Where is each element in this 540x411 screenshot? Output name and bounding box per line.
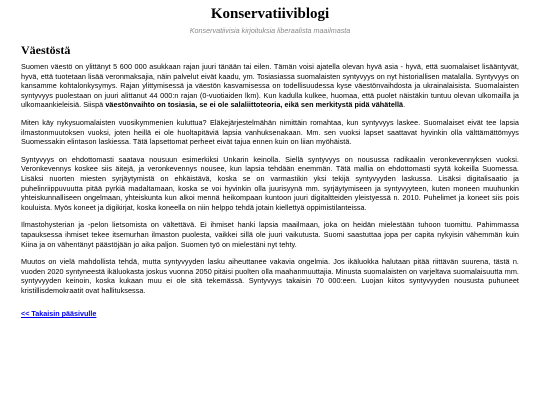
site-tagline: Konservatiivisia kirjoituksia liberaalista maailmasta [189, 26, 351, 35]
paragraph-4: Ilmastohysterian ja -pelon lietsomista on vältettävä. Ei ihmiset hanki lapsia maailmaan, joka on heidän mielestään tuhoon tuomittu. Pahimmassa tapauksessa ihmiset tekee itsemurhan ilmaston puolesta, vaikkei sillä ole juuri vaikutusta. Suomi saastuttaa jopa per capita nykyisin vähemmän kuin Kiina ja on vähentänyt päästöjään jo aika paljon. Suomen työ on mielestäni nyt tehty. [21, 220, 519, 249]
back-to-home-link[interactable]: << Takaisin pääsivulle [21, 309, 97, 319]
paragraph-2: Miten käy nykysuomalaisten vuosikymmenien kuluttua? Eläkejärjestelmähän nimittäin romahtaa, kun syntyvyys laskee. Suomalaiset eivät tee lapsia ilmastonmuutoksen vuoksi, joten heillä ei ole huoltapitäviä lapsia vanhuksenakaan. Mm. sen vuoksi lapset saattavat hyvinkin olla välttämättömyys Suomessakin elintason laskiessa. Tätä lapsettomat perheet eivät tajua ennen kuin on liian myöhäistä. [21, 117, 519, 147]
paragraph-1 [21, 62, 519, 110]
paragraph-1-end: . [403, 100, 406, 110]
page [0, 6, 540, 321]
paragraph-5: Muutos on vielä mahdollista tehdä, mutta syntyvyyden lasku aiheuttanee vakavia ongelmia. Jos ikäluokka halutaan pitää riittävän suurena, tästä n. vuoden 2020 syntyneestä ikäluokasta joskus vuonna 2050 pitäisi puolten olla maahanmuuttajia. Minusta suomalaisten on varjeltava suomalaisuutta mm. syntyvyyden keinoin, koska kukaan muu ei ole sitä tekemässä. Syntyvyys takaisin 70 000:een. Luojan kiitos syntyvyyden noususta puhuneet kristillisdemokraatit ovat hallituksessa. [21, 257, 519, 295]
paragraph-3: Syntyvyys on ehdottomasti saatava nousuun esimerkiksi Unkarin keinolla. Siellä syntyvyys on nousussa radikaalin veronkevennyksen vuoksi. Veronkevennys koskee siis äitejä, ja veronkevennys nousee, kun lapsia tehdään enemmän. Tätä mallia on ehdottomasti syytä kokeilla Suomessa. Lisäksi nuorten miesten syrjäytymistä on ehkäistävä, koska se on varmastikin yksi tekijä syntyvyyden laskussa. Lisäksi digitalisaatio ja puhelinriippuvuutta pitää pyrkiä madaltamaan, koska se voi hyvinkin olla juurisyynä mm. syrjäytymiseen ja syntyvyyteen, kuten moneen muuhunkin yhteiskunnalliseen ongelmaan, yhteiskunta kun alkoi mennä heikompaan kuntoon juuri digitaltteiden yleistyessä n. 2010. Puhelimet ja koneet siis pois kouluista. Myös koneet ja digikirjat, koska koneella on niin helppo tehdä jotain kiellettyä oppimistilanteissa. [21, 154, 519, 212]
paragraph-1-text: Suomen väestö on ylittänyt 5 600 000 asukkaan rajan juuri tänään tai eilen. Tämän voisi ajatella olevan hyvä asia - hyvä, että suomalaiset lisääntyvät, hyvä, että tuotetaan lisää veronmaksajia, näin palvelut eivät kaadu, ym. Tosiasiassa suomalaisten syntyvyys on nyt historiallisen matalalla. Syntyvyys on kansamme kohtalonkysymys. Rajan ylittymisessä ja väestön kasvamisessa on todellisuudessa kyse väestönvaihdosta ja ukrainalaisista. Suomalaisten syntyvyys puolestaan on juuri alittanut 44 000:n rajan (0-vuotiaiden lkm). Kun kadulla kulkee, huomaa, että puolet näistäkin tuntuu olevan ulkomailla ja ulkomaankieleisiä. Siispä [21, 62, 519, 110]
article [21, 43, 519, 295]
site-title: Konservatiiviblogi [210, 6, 330, 22]
paragraph-1-emphasis: väestönvaihto on tosiasia, se ei ole salaliittoteoria, eikä sen merkitystä pidä vähätellä [105, 100, 404, 110]
article-heading: Väestöstä [21, 43, 71, 57]
